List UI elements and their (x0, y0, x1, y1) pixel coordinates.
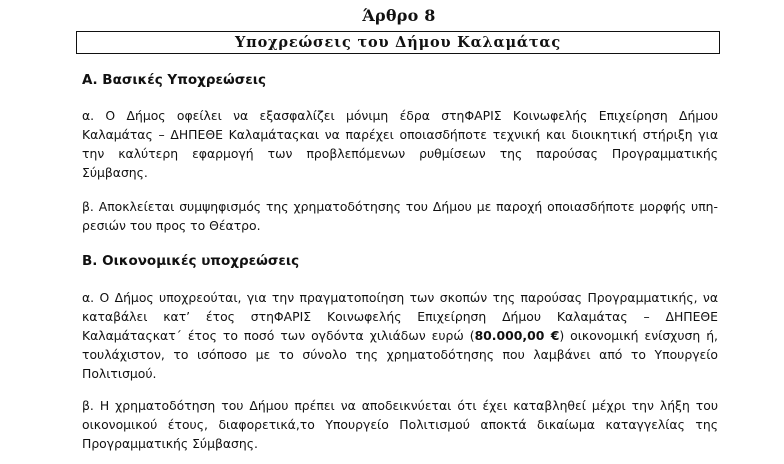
section-b-paragraph-a (82, 288, 718, 383)
paragraph-line: β. Αποκλείεται συμψηφισμός της χρηματοδότησης του Δήμου με παροχή οποιασδήποτε μορφής υπη- (82, 199, 718, 214)
paragraph-line: την καλύτερη εφαρμογή των προβλεπόμενων ρυθμίσεων της παρούσας Προγραμματικής (82, 146, 718, 161)
paragraph-line: Προγραμματικής Σύμβασης. (82, 436, 258, 451)
paragraph-line: β. Η χρηματοδότηση του Δήμου πρέπει να αποδεικνύεται ότι έχει καταβληθεί μέχρι την λήξη του (82, 398, 718, 413)
paragraph-line: α. Ο Δήμος οφείλει να εξασφαλίζει μόνιμη έδρα στηΦΑΡΙΣ Κοινωφελής Επιχείρηση Δήμου (82, 108, 718, 123)
paragraph-line: ρεσιών του προς το Θέατρο. (82, 218, 261, 233)
article-title: Άρθρο 8 (362, 6, 436, 25)
paragraph-line: Καλαμάτας – ΔΗΠΕΘΕ Καλαμάταςκαι να παρέχει οποιασδήποτε τεχνική και διοικητική στήριξη για (82, 127, 718, 142)
paragraph-line: Πολιτισμού. (82, 366, 157, 381)
paragraph-line-with-amount (82, 326, 718, 345)
amount-prefix-text: Καλαμάταςκατ΄ έτος το ποσό των ογδόντα χιλιάδων ευρώ ( (82, 328, 475, 343)
amount-value: 80.000,00 € (474, 328, 560, 343)
amount-suffix-text: ) οικονομική ενίσχυση ή, (559, 328, 718, 343)
paragraph-line: τουλάχιστον, το ισόποσο με το σύνολο της χρηματοδότησης που λαμβάνει από το Υπουργείο (82, 347, 718, 362)
paragraph-line: οικονομικού έτους, διαφορετικά,το Υπουργείο Πολιτισμού αποκτά δικαίωμα καταγγελίας της (82, 417, 718, 432)
section-a-paragraph-a (82, 106, 718, 182)
section-a-heading: Α. Βασικές Υποχρεώσεις (82, 72, 267, 88)
paragraph-line: Σύμβασης. (82, 165, 148, 180)
section-a-paragraph-b (82, 197, 718, 235)
paragraph-line: α. Ο Δήμος υποχρεούται, για την πραγματοποίηση των σκοπών της παρούσας Προγραμματικής, να (82, 290, 718, 305)
paragraph-line: καταβάλει κατ’ έτος στηΦΑΡΙΣ Κοινωφελής Επιχείρηση Δήμου Καλαμάτας – ΔΗΠΕΘΕ (82, 309, 718, 324)
article-subtitle: Υποχρεώσεις του Δήμου Καλαμάτας (76, 31, 720, 54)
section-b-paragraph-b (82, 396, 718, 453)
section-b-heading: Β. Οικονομικές υποχρεώσεις (82, 253, 300, 269)
